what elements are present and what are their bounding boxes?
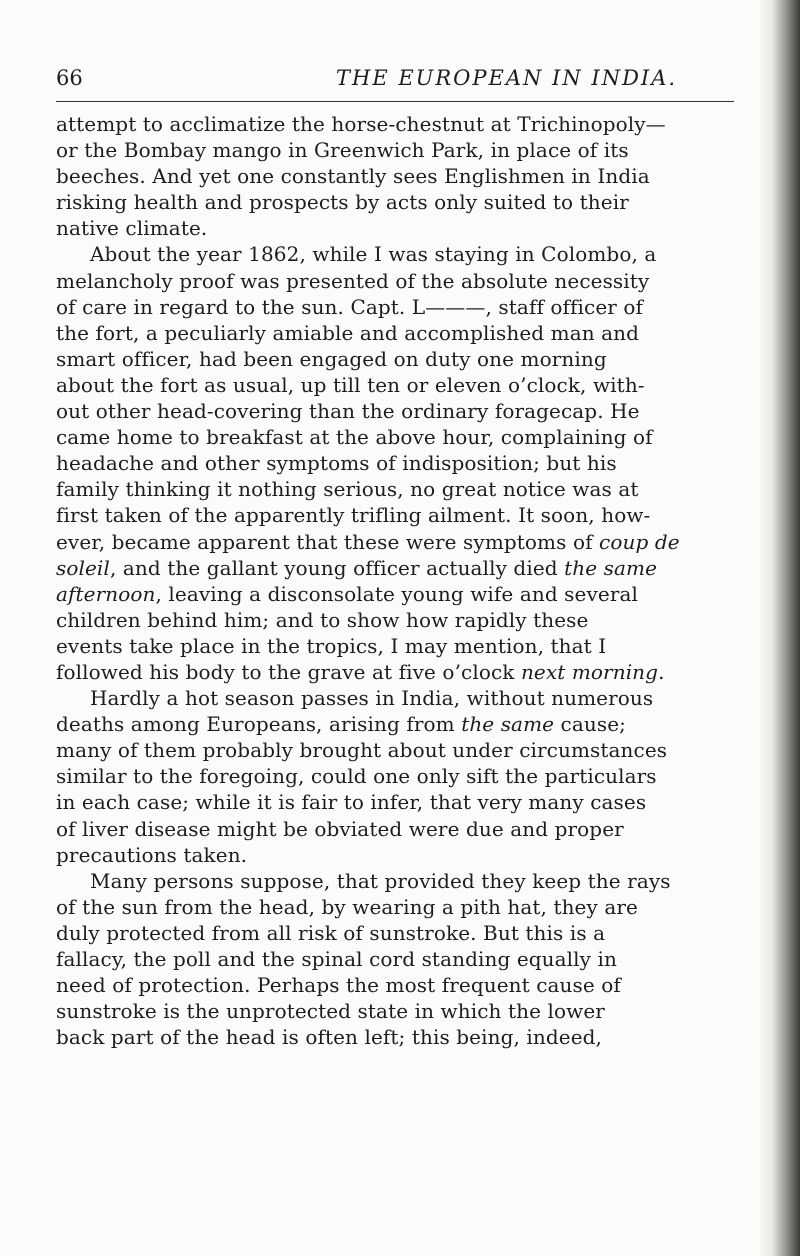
text-line: of liver disease might be obviated were due and proper bbox=[56, 816, 624, 841]
text-line: of care in regard to the sun. Capt. L———, staff officer of bbox=[56, 294, 644, 319]
text-line: About the year 1862, while I was staying in Colombo, a bbox=[90, 242, 657, 267]
book-spine-edge bbox=[760, 0, 800, 1256]
header-rule bbox=[56, 101, 734, 102]
text-line: native climate. bbox=[56, 216, 208, 241]
text-line: melancholy proof was presented of the absolute necessity bbox=[56, 268, 650, 293]
text-line: soleil, and the gallant young officer actually died the same bbox=[56, 555, 658, 580]
text-line: followed his body to the grave at five o’clock next morning. bbox=[56, 659, 665, 684]
text-line: duly protected from all risk of sunstroke. But this is a bbox=[56, 920, 606, 945]
text-line: came home to breakfast at the above hour, complaining of bbox=[56, 425, 653, 450]
running-head: THE EUROPEAN IN INDIA. bbox=[336, 66, 678, 90]
text-line: many of them probably brought about under circumstances bbox=[56, 738, 668, 763]
page-header bbox=[56, 66, 736, 106]
text-line: first taken of the apparently trifling ailment. It soon, how- bbox=[56, 503, 651, 528]
text-line: Many persons suppose, that provided they keep the rays bbox=[90, 868, 671, 893]
text-line: of the sun from the head, by wearing a pith hat, they are bbox=[56, 894, 638, 919]
text-line: back part of the head is often left; this being, indeed, bbox=[56, 1025, 603, 1050]
text-line: or the Bombay mango in Greenwich Park, in place of its bbox=[56, 138, 629, 163]
text-line: deaths among Europeans, arising from the same cause; bbox=[56, 712, 626, 737]
text-line: need of protection. Perhaps the most frequent cause of bbox=[56, 973, 621, 998]
body-text bbox=[56, 111, 732, 1050]
text-line: about the fort as usual, up till ten or eleven o’clock, with- bbox=[56, 372, 645, 397]
text-line: events take place in the tropics, I may mention, that I bbox=[56, 633, 607, 658]
text-line: fallacy, the poll and the spinal cord standing equally in bbox=[56, 947, 617, 971]
text-line: sunstroke is the unprotected state in which the lower bbox=[56, 999, 605, 1024]
text-line: beeches. And yet one constantly sees Englishmen in India bbox=[56, 164, 650, 189]
text-line: headache and other symptoms of indisposition; but his bbox=[56, 451, 617, 476]
text-line: afternoon, leaving a disconsolate young wife and several bbox=[56, 581, 638, 606]
text-line: similar to the foregoing, could one only sift the particulars bbox=[56, 764, 657, 789]
text-line: risking health and prospects by acts only suited to their bbox=[56, 190, 629, 215]
text-line: children behind him; and to show how rapidly these bbox=[56, 607, 589, 632]
text-line: out other head-covering than the ordinary foragecap. He bbox=[56, 399, 640, 424]
text-line: Hardly a hot season passes in India, without numerous bbox=[90, 686, 654, 711]
text-line: the fort, a peculiarly amiable and accomplished man and bbox=[56, 320, 640, 345]
page-number: 66 bbox=[56, 66, 83, 90]
text-line: smart officer, had been engaged on duty one morning bbox=[56, 346, 607, 371]
text-line: in each case; while it is fair to infer, that very many cases bbox=[56, 790, 647, 815]
text-line: attempt to acclimatize the horse-chestnut at Trichinopoly— bbox=[56, 112, 666, 136]
text-line: family thinking it nothing serious, no great notice was at bbox=[56, 477, 639, 502]
text-line: ever, became apparent that these were symptoms of coup de bbox=[56, 529, 680, 554]
text-line: precautions taken. bbox=[56, 842, 248, 867]
